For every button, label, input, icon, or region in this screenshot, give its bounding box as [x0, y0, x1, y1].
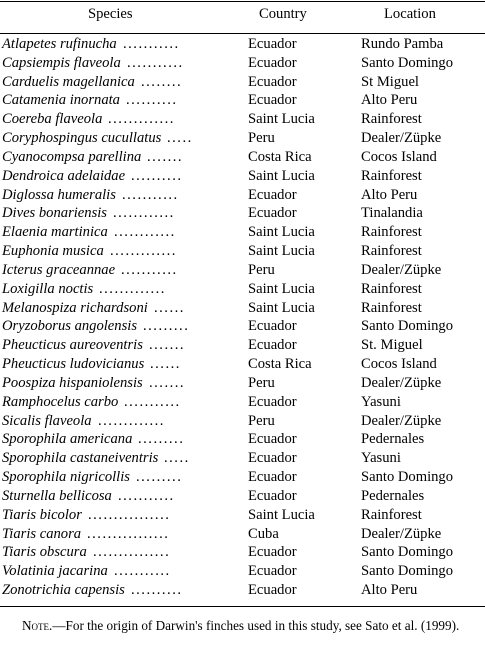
species-cell: Cyanocompsa parellina	[2, 148, 142, 165]
species-cell: Volatinia jacarina	[2, 563, 108, 580]
leader-dots: .........	[136, 469, 183, 486]
table-row	[0, 356, 485, 375]
leader-dots: .....	[167, 130, 193, 147]
leader-dots: .......	[147, 148, 184, 165]
table-row	[0, 300, 485, 319]
table-bottom-rule	[0, 606, 485, 607]
leader-dots: .............	[110, 243, 177, 260]
table-row	[0, 36, 485, 55]
table-row	[0, 111, 485, 130]
location-cell: Rainforest	[361, 506, 422, 523]
location-cell: Santo Domingo	[361, 469, 454, 486]
table-row	[0, 394, 485, 413]
species-cell: Carduelis magellanica	[2, 73, 135, 90]
location-cell: Dealer/Züpke	[361, 525, 442, 542]
country-cell: Saint Lucia	[248, 111, 315, 128]
country-cell: Peru	[248, 412, 275, 429]
table-row	[0, 413, 485, 432]
country-cell: Ecuador	[248, 337, 297, 354]
country-cell: Peru	[248, 374, 275, 391]
location-cell: Pedernales	[361, 487, 425, 504]
species-cell: Atlapetes rufinucha	[2, 36, 117, 52]
note-text: —For the origin of Darwin's finches used in this study, see Sato et al. (1999).	[52, 618, 460, 633]
location-cell: Alto Peru	[361, 92, 418, 109]
country-cell: Ecuador	[248, 393, 297, 410]
country-cell: Peru	[248, 130, 275, 147]
species-cell: Melanospiza richardsoni	[2, 299, 148, 316]
table-row	[0, 149, 485, 168]
country-cell: Ecuador	[248, 431, 297, 448]
location-cell: Yasuni	[361, 393, 401, 410]
location-cell: St Miguel	[361, 73, 419, 90]
country-cell: Saint Lucia	[248, 243, 315, 260]
table-row	[0, 563, 485, 582]
species-cell: Oryzoborus angolensis	[2, 318, 137, 335]
leader-dots: .......	[149, 337, 186, 354]
leader-dots: ............	[113, 205, 175, 222]
table-row	[0, 262, 485, 281]
table-row	[0, 544, 485, 563]
header-country: Country	[259, 6, 307, 22]
species-cell: Poospiza hispaniolensis	[2, 374, 143, 391]
table-row	[0, 281, 485, 300]
leader-dots: .........	[138, 431, 185, 448]
table-row	[0, 582, 485, 601]
country-cell: Ecuador	[248, 73, 297, 90]
leader-dots: ............	[114, 224, 176, 241]
country-cell: Costa Rica	[248, 148, 312, 165]
country-cell: Saint Lucia	[248, 506, 315, 523]
species-cell: Zonotrichia capensis	[2, 582, 125, 599]
location-cell: Cocos Island	[361, 356, 437, 373]
leader-dots: .....	[164, 450, 190, 467]
species-cell: Icterus graceannae	[2, 261, 116, 278]
country-cell: Saint Lucia	[248, 280, 315, 297]
table-row	[0, 318, 485, 337]
leader-dots: ..........	[131, 167, 183, 184]
species-cell: Pheucticus ludovicianus	[2, 356, 145, 373]
table-row	[0, 431, 485, 450]
leader-dots: .......	[149, 374, 186, 391]
table-top-rule	[0, 1, 485, 2]
location-cell: Dealer/Züpke	[361, 374, 442, 391]
location-cell: Tinalandia	[361, 205, 423, 222]
country-cell: Saint Lucia	[248, 224, 315, 241]
table-row	[0, 450, 485, 469]
location-cell: Santo Domingo	[361, 563, 454, 580]
leader-dots: ...............	[93, 544, 171, 561]
country-cell: Saint Lucia	[248, 167, 315, 184]
leader-dots: ...........	[123, 36, 180, 52]
table-row	[0, 205, 485, 224]
location-cell: Alto Peru	[361, 582, 418, 599]
species-cell: Tiaris bicolor	[2, 506, 82, 523]
species-cell: Sicalis flaveola	[2, 412, 92, 429]
leader-dots: ................	[87, 525, 170, 542]
leader-dots: ...........	[127, 54, 184, 71]
leader-dots: ...........	[114, 563, 171, 580]
table-header	[0, 6, 485, 28]
leader-dots: .............	[99, 280, 166, 297]
species-cell: Ramphocelus carbo	[2, 393, 119, 410]
country-cell: Ecuador	[248, 318, 297, 335]
location-cell: Alto Peru	[361, 186, 418, 203]
country-cell: Ecuador	[248, 186, 297, 203]
species-cell: Sporophila castaneiventris	[2, 450, 159, 467]
table-row	[0, 488, 485, 507]
country-cell: Peru	[248, 261, 275, 278]
location-cell: Cocos Island	[361, 148, 437, 165]
species-cell: Sporophila nigricollis	[2, 469, 130, 486]
leader-dots: ..........	[126, 92, 178, 109]
country-cell: Costa Rica	[248, 356, 312, 373]
table-row	[0, 375, 485, 394]
location-cell: Pedernales	[361, 431, 425, 448]
table-body	[0, 36, 485, 601]
location-cell: Dealer/Züpke	[361, 130, 442, 147]
header-species: Species	[88, 6, 133, 22]
country-cell: Saint Lucia	[248, 299, 315, 316]
species-cell: Dendroica adelaidae	[2, 167, 126, 184]
country-cell: Ecuador	[248, 582, 297, 599]
leader-dots: ...........	[121, 261, 178, 278]
table-row	[0, 337, 485, 356]
table-note	[0, 617, 485, 634]
species-cell: Diglossa humeralis	[2, 186, 116, 203]
country-cell: Ecuador	[248, 563, 297, 580]
country-cell: Cuba	[248, 525, 279, 542]
location-cell: Dealer/Züpke	[361, 412, 442, 429]
species-cell: Coryphospingus cucullatus	[2, 130, 162, 147]
species-cell: Loxigilla noctis	[2, 280, 94, 297]
species-cell: Euphonia musica	[2, 243, 104, 260]
species-cell: Pheucticus aureoventris	[2, 337, 143, 354]
table-row	[0, 74, 485, 93]
species-cell: Sporophila americana	[2, 431, 133, 448]
leader-dots: .........	[143, 318, 190, 335]
table-row	[0, 187, 485, 206]
country-cell: Ecuador	[248, 487, 297, 504]
location-cell: Santo Domingo	[361, 544, 454, 561]
leader-dots: ...........	[122, 186, 179, 203]
country-cell: Ecuador	[248, 450, 297, 467]
leader-dots: ................	[88, 506, 171, 523]
leader-dots: ........	[141, 73, 183, 90]
species-cell: Dives bonariensis	[2, 205, 107, 222]
location-cell: St. Miguel	[361, 337, 423, 354]
leader-dots: ......	[154, 299, 185, 316]
country-cell: Ecuador	[248, 54, 297, 71]
table-row	[0, 130, 485, 149]
table-row	[0, 224, 485, 243]
species-cell: Catamenia inornata	[2, 92, 120, 109]
location-cell: Dealer/Züpke	[361, 261, 442, 278]
table-row	[0, 507, 485, 526]
location-cell: Rainforest	[361, 280, 422, 297]
species-cell: Coereba flaveola	[2, 111, 103, 128]
country-cell: Ecuador	[248, 92, 297, 109]
location-cell: Rainforest	[361, 299, 422, 316]
leader-dots: ......	[150, 356, 181, 373]
species-cell: Tiaris obscura	[2, 544, 87, 561]
leader-dots: ...........	[124, 393, 181, 410]
leader-dots: ..........	[131, 582, 183, 599]
species-cell: Capsiempis flaveola	[2, 54, 121, 71]
table-row	[0, 469, 485, 488]
location-cell: Santo Domingo	[361, 318, 454, 335]
country-cell: Ecuador	[248, 469, 297, 486]
location-cell: Rainforest	[361, 167, 422, 184]
location-cell: Rainforest	[361, 243, 422, 260]
leader-dots: .............	[98, 412, 165, 429]
species-cell: Tiaris canora	[2, 525, 82, 542]
leader-dots: ...........	[118, 487, 175, 504]
table-row	[0, 168, 485, 187]
leader-dots: .............	[108, 111, 175, 128]
species-cell: Sturnella bellicosa	[2, 487, 112, 504]
location-cell: Santo Domingo	[361, 54, 454, 71]
country-cell: Ecuador	[248, 36, 297, 52]
location-cell: Rundo Pamba	[361, 36, 444, 52]
location-cell: Yasuni	[361, 450, 401, 467]
table-row	[0, 526, 485, 545]
country-cell: Ecuador	[248, 544, 297, 561]
note-lead: Note.	[22, 618, 53, 633]
table-header-rule	[0, 33, 485, 34]
country-cell: Ecuador	[248, 205, 297, 222]
table-row	[0, 55, 485, 74]
species-cell: Elaenia martinica	[2, 224, 108, 241]
header-location: Location	[384, 6, 436, 22]
location-cell: Rainforest	[361, 111, 422, 128]
table-row	[0, 92, 485, 111]
location-cell: Rainforest	[361, 224, 422, 241]
table-row	[0, 243, 485, 262]
